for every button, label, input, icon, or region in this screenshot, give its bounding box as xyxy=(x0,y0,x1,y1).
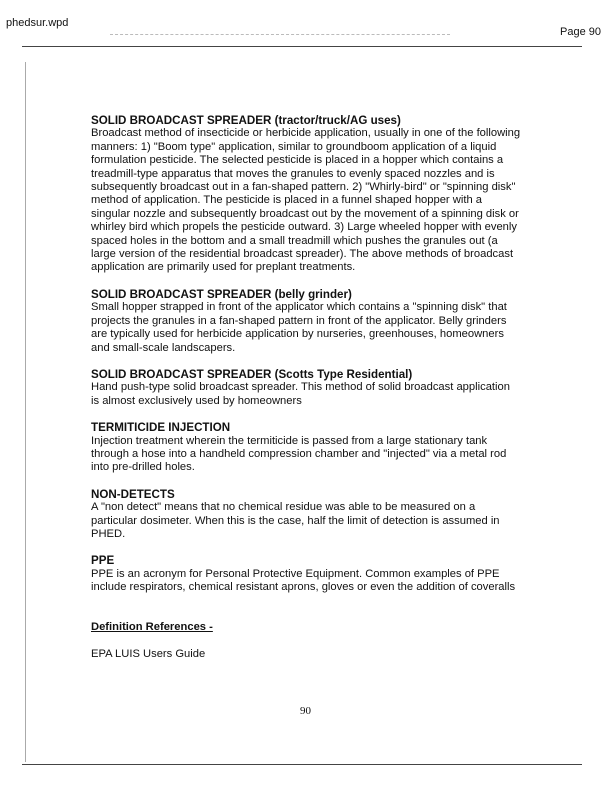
section-body: Hand push-type solid broadcast spreader. This method of solid broadcast application is almost exclusively used by homeowners xyxy=(91,381,510,407)
header-faint-rule xyxy=(110,34,450,35)
section-belly-grinder xyxy=(91,288,521,355)
section-termiticide-injection xyxy=(91,421,521,475)
section-heading: SOLID BROADCAST SPREADER (Scotts Type Residential) xyxy=(91,367,413,381)
section-body: Broadcast method of insecticide or herbicide application, usually in one of the following manners: 1) "Boom type" application, similar to groundboom application of a liquid formulation pesticide. The selected pesticide is placed in a hopper which contains a treadmill-type apparatus that moves the granules to evenly spaced nozzles and is subsequently broadcast out in a fan-shaped pattern. 2) "Whirly-bird" or "spinning disk" method of application. The pesticide is placed in a funnel shaped hopper with a singular nozzle and subsequently broadcast out by the movement of a spinning disk or whirley bird which propels the pesticide outward. 3) Large wheeled hopper with evenly spaced holes in the bottom and a small treadmill which pushes the granules out (a large version of the residential broadcast spreader). The above methods of broadcast application are primarily used for preplant treatments. xyxy=(91,127,521,274)
section-body: Injection treatment wherein the termiticide is passed from a large stationary tank through a hose into a handheld compression chamber and "injected" via a metal rod into pre-drilled holes. xyxy=(91,434,507,474)
section-body: Small hopper strapped in front of the applicator which contains a "spinning disk" that projects the granules in a fan-shaped pattern in front of the applicator. Belly grinders are typically used for herbicide application by nurseries, greenhouses, homeowners and small-scale landscapers. xyxy=(91,301,507,354)
section-non-detects xyxy=(91,488,521,542)
document-body xyxy=(91,114,521,661)
section-heading: NON-DETECTS xyxy=(91,487,175,501)
section-heading: SOLID BROADCAST SPREADER (tractor/truck/AG uses) xyxy=(91,114,401,127)
section-scotts-residential xyxy=(91,368,521,408)
definition-reference-item: EPA LUIS Users Guide xyxy=(91,648,206,660)
section-tractor-spreader xyxy=(91,114,521,275)
section-body: A "non detect" means that no chemical residue was able to be measured on a particular dosimeter. When this is the case, half the limit of detection is assumed in PHED. xyxy=(91,501,500,540)
definition-references-heading: Definition References - xyxy=(91,620,213,633)
section-heading: TERMITICIDE INJECTION xyxy=(91,421,231,435)
section-ppe xyxy=(91,554,521,594)
section-heading: PPE xyxy=(91,554,115,568)
header-page-label: Page 90 xyxy=(560,26,601,38)
header-filename: phedsur.wpd xyxy=(6,17,69,29)
section-body: PPE is an acronym for Personal Protective Equipment. Common examples of PPE include respirators, chemical resistant aprons, gloves or even the addition of coveralls xyxy=(91,567,516,594)
left-margin-line xyxy=(25,62,26,762)
section-heading: SOLID BROADCAST SPREADER (belly grinder) xyxy=(91,287,352,301)
page-number: 90 xyxy=(300,705,311,717)
header-rule xyxy=(22,46,582,47)
footer-rule xyxy=(22,764,582,765)
